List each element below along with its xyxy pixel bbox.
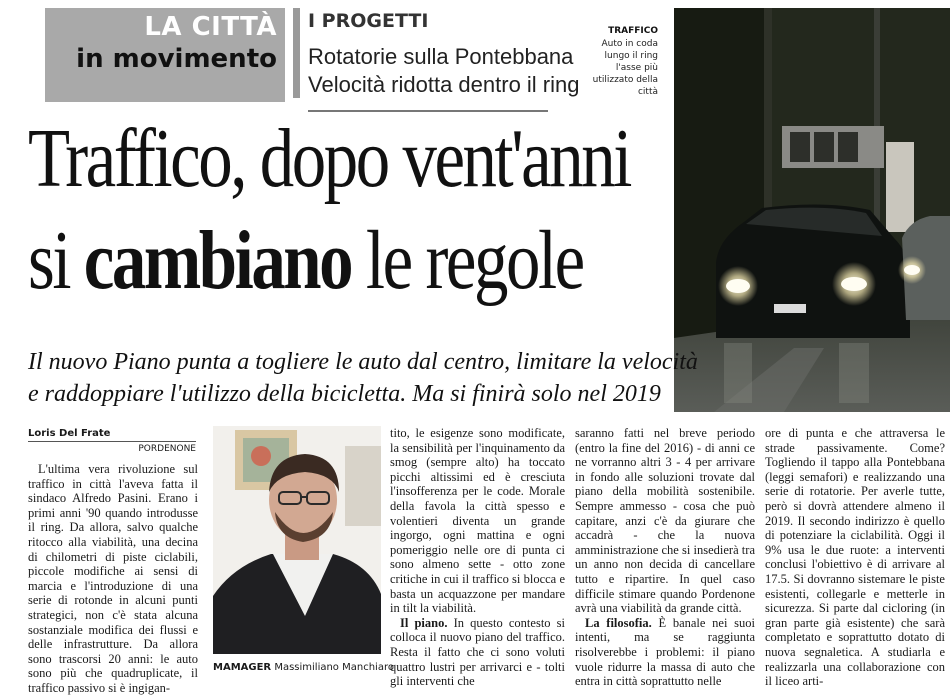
photo-caption-title: TRAFFICO [608,26,658,36]
article-paragraph: L'ultima vera rivoluzione sul traffico in città l'aveva fatta il sindaco Alfredo Pasini. Erano i primi anni '90 quando introdusse il ring. Da allora, salvo qualche ritocco alla viabilità, una decina di chilometri di piste ciclabili, piccole modifiche ai sensi di marcia e l'introduzione di una serie di rotonde in alcuni punti strategici, non c'è stata alcuna sostanziale modifica dei flussi e delle infrastrutture. Da allora sono trascorsi 20 anni: le auto sono più che quadruplicate, il traffico passivo si è ingigan- [28,462,198,695]
photo-caption-text: Auto in coda lungo il ring l'asse più utilizzato della città [592,39,658,97]
projects-item-1: Rotatorie sulla Pontebbana [308,44,574,69]
headline-line-2 [28,214,583,308]
portrait-photo [213,426,381,654]
dateline-place: PORDENONE [138,444,196,454]
headline-bold-word: cambiano [83,214,352,307]
portrait-caption-label: MAMAGER [213,662,272,673]
subheading-line-2: e raddoppiare l'utilizzo della bicicletta. Ma si finirà solo nel 2019 [28,381,661,407]
portrait-caption [213,662,394,673]
divider [28,441,196,442]
projects-accent-bar [293,8,300,98]
article-column-3 [575,426,755,689]
projects-item-2: Velocità ridotta dentro il ring [308,72,580,97]
paragraph-lead: Il piano. [400,615,448,630]
section-tag-title: LA CITTÀ [144,12,277,42]
headline-word: si [28,214,70,307]
article-column-4 [765,426,945,689]
headline-line-1: Traffico, dopo vent'anni [28,112,630,205]
section-tag-subtitle: in movimento [76,44,277,74]
article-column-1 [28,462,198,695]
traffic-photo [674,8,950,412]
projects-title: I PROGETTI [308,10,429,32]
headline-word: le regole [365,214,583,307]
author-name: Loris Del Frate [28,428,111,439]
article-paragraph [390,616,565,689]
article-column-2 [390,426,565,689]
article-paragraph: saranno fatti nel breve periodo (entro la fine del 2016) - di anni ce ne vorranno altri 3 - 4 per arrivare in fondo alle soluzioni trovate dal piano della mobilità sostenibile. Sempre ammesso - cosa che può capitare, anzi c'è da giurare che accadrà - che la nuova amministrazione che si insedierà tra un anno non decida di cancellare tutto e ripartire. In quel caso difficile stimare quando Pordenone avrà una viabilità da grande città. [575,426,755,616]
paragraph-text: In questo contesto si colloca il nuovo piano del traffico. Resta il fatto che ci sono voluti quattro lustri per arrivarci e - tolti gli interventi che [390,615,565,689]
article-paragraph: ore di punta e che attraversa le strade passivamente. Come? Togliendo il tappo alla Pontebbana (leggi semafori) e realizzando una serie di rotatorie. Per averle tutte, però si dovrà attendere almeno il 2019. Il secondo indirizzo è quello di potenziare la ciclabilità. Oggi il 9% usa le due ruote: a interventi conclusi l'obiettivo è di arrivare al 17.5. Si dovranno sistemare le piste esistenti, collegarle e metterle in sicurezza. Si parte dal cicloring (in gran parte già esistente) che sarà completato e soprattutto dotato di nuova segnaletica. A studiarla e realizzarla una collaborazione con il liceo arti- [765,426,945,689]
paragraph-lead: La filosofia. [585,615,652,630]
article-paragraph [575,616,755,689]
paragraph-text: È banale nei suoi intenti, ma se raggiunta risolverebbe i problemi: il piano vuole ridurre la massa di auto che entra in città soprattutto nelle [575,615,755,689]
portrait-caption-name: Massimiliano Manchiaro [274,662,394,673]
article-paragraph: tito, le esigenze sono modificate, la sensibilità per l'inquinamento da smog (sempre alto) ha toccato picchi altissimi ed è cresciuta l'insofferenza per le code. Morale della favola la città spesso e volentieri diventa un grande ingorgo, ogni mattina e ogni pomeriggio nelle ore di punta ci sono almeno sette - otto zone critiche in cui il traffico si blocca e basta un acquazzone per mandare in tilt la viabilità. [390,426,565,616]
subheading-line-1: Il nuovo Piano punta a togliere le auto dal centro, limitare la velocità [28,349,698,375]
